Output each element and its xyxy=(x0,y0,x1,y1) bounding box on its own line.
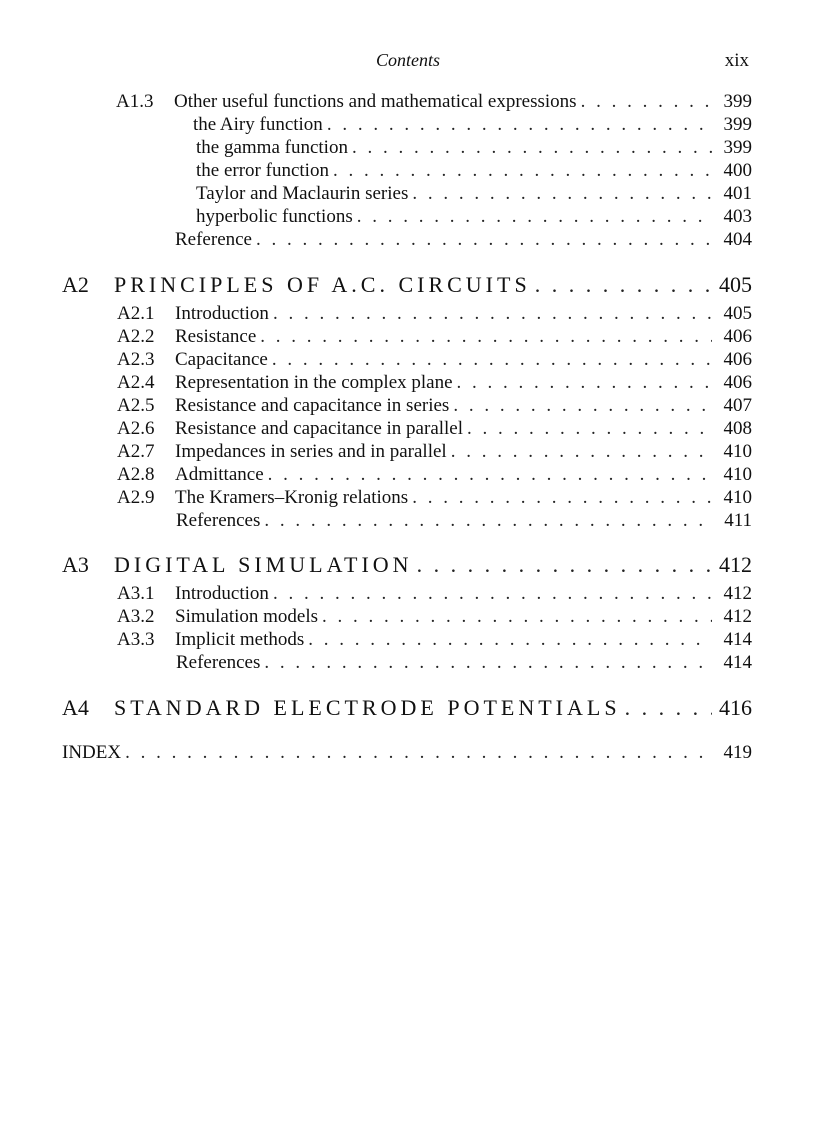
dot-leader xyxy=(451,440,712,464)
dot-leader xyxy=(272,348,712,372)
dot-leader xyxy=(352,136,712,160)
entry-title: Introduction xyxy=(175,303,269,324)
toc-entry-hyperbolic xyxy=(196,205,752,229)
dot-leader xyxy=(273,582,712,606)
toc-entry-error-function xyxy=(196,159,752,183)
dot-leader xyxy=(327,113,712,137)
entry-title: Taylor and Maclaurin series xyxy=(196,183,409,204)
dot-leader xyxy=(453,394,712,418)
toc-chapter-a4 xyxy=(62,693,752,723)
dot-leader xyxy=(357,205,712,229)
dot-leader xyxy=(467,417,712,441)
chapter-title: PRINCIPLES OF A.C. CIRCUITS xyxy=(114,272,531,297)
dot-leader xyxy=(268,463,712,487)
entry-title: Impedances in series and in parallel xyxy=(175,441,447,462)
entry-page: 407 xyxy=(723,395,752,416)
entry-title: Capacitance xyxy=(175,349,268,370)
entry-page: 399 xyxy=(723,114,752,135)
entry-page: 403 xyxy=(723,206,752,227)
entry-page: 412 xyxy=(719,552,752,577)
dot-leader xyxy=(125,741,712,765)
toc-entry-a2-3 xyxy=(117,348,752,372)
entry-title: Resistance and capacitance in series xyxy=(175,395,450,416)
entry-title: Admittance xyxy=(175,464,264,485)
entry-page: 399 xyxy=(723,91,752,112)
toc-entry-a2-2 xyxy=(117,325,752,349)
entry-title: Simulation models xyxy=(175,606,319,627)
dot-leader xyxy=(581,90,712,114)
entry-title: the Airy function xyxy=(193,114,323,135)
entry-title: Resistance xyxy=(175,326,257,347)
toc-entry-a3-1 xyxy=(117,582,752,606)
toc-entry-a3-3 xyxy=(117,628,752,652)
dot-leader xyxy=(260,325,712,349)
toc-entry-a2-8 xyxy=(117,463,752,487)
entry-title: The Kramers–Kronig relations xyxy=(175,487,409,508)
dot-leader xyxy=(412,486,712,510)
entry-title: hyperbolic functions xyxy=(196,206,353,227)
entry-page: 404 xyxy=(723,229,752,250)
entry-title: the gamma function xyxy=(196,137,348,158)
section-number: A2.1 xyxy=(117,303,155,324)
section-number: A2.2 xyxy=(117,326,155,347)
section-number: A2.8 xyxy=(117,464,155,485)
toc-entry-a2-1 xyxy=(117,302,752,326)
section-number: A3.3 xyxy=(117,629,155,650)
section-number: A2.3 xyxy=(117,349,155,370)
entry-page: 410 xyxy=(723,441,752,462)
entry-page: 410 xyxy=(723,464,752,485)
dot-leader xyxy=(535,270,712,300)
toc-entry-references-a3 xyxy=(176,651,752,675)
toc-entry-airy xyxy=(193,113,752,137)
toc-entry-a2-6 xyxy=(117,417,752,441)
entry-page: 406 xyxy=(723,372,752,393)
chapter-number: A4 xyxy=(62,695,89,720)
dot-leader xyxy=(333,159,712,183)
entry-page: 401 xyxy=(723,183,752,204)
entry-title: References xyxy=(176,652,261,673)
entry-page: 414 xyxy=(723,652,752,673)
entry-title: the error function xyxy=(196,160,329,181)
chapter-number: A3 xyxy=(62,552,89,577)
toc-entry-references-a2 xyxy=(176,509,752,533)
entry-title: Resistance and capacitance in parallel xyxy=(175,418,464,439)
entry-page: 399 xyxy=(723,137,752,158)
dot-leader xyxy=(322,605,712,629)
entry-title: Implicit methods xyxy=(175,629,305,650)
entry-title: Other useful functions and mathematical expressions xyxy=(174,91,577,112)
toc-entry-a2-9 xyxy=(117,486,752,510)
entry-page: 400 xyxy=(723,160,752,181)
toc-entry-reference xyxy=(175,228,752,252)
section-number: A2.9 xyxy=(117,487,155,508)
section-number: A3.1 xyxy=(117,583,155,604)
chapter-title: DIGITAL SIMULATION xyxy=(114,552,413,577)
section-number: A2.7 xyxy=(117,441,155,462)
section-number: A2.5 xyxy=(117,395,155,416)
dot-leader xyxy=(264,651,712,675)
toc-entry-a3-2 xyxy=(117,605,752,629)
toc-entry-a2-7 xyxy=(117,440,752,464)
entry-title: Reference xyxy=(175,229,252,250)
chapter-title: STANDARD ELECTRODE POTENTIALS xyxy=(114,695,621,720)
running-title: Contents xyxy=(375,50,440,70)
entry-page: 412 xyxy=(723,606,752,627)
entry-title: Introduction xyxy=(175,583,269,604)
section-number: A1.3 xyxy=(116,91,154,112)
dot-leader xyxy=(308,628,712,652)
dot-leader xyxy=(625,693,712,723)
dot-leader xyxy=(273,302,712,326)
entry-page: 419 xyxy=(723,742,752,763)
toc-entry-gamma xyxy=(196,136,752,160)
entry-title: Representation in the complex plane xyxy=(175,372,453,393)
dot-leader xyxy=(412,182,712,206)
toc-entry-index xyxy=(62,741,752,765)
entry-page: 406 xyxy=(723,349,752,370)
section-number: A2.6 xyxy=(117,418,155,439)
entry-page: 406 xyxy=(723,326,752,347)
toc-entry-a2-4 xyxy=(117,371,752,395)
entry-page: 405 xyxy=(723,303,752,324)
page-number: xix xyxy=(724,50,749,71)
toc-chapter-a2 xyxy=(62,270,752,300)
entry-page: 414 xyxy=(723,629,752,650)
toc-entry-a1-3 xyxy=(116,90,752,114)
section-number: A3.2 xyxy=(117,606,155,627)
entry-page: 411 xyxy=(724,510,752,531)
running-head xyxy=(0,50,816,76)
entry-page: 408 xyxy=(723,418,752,439)
entry-page: 410 xyxy=(723,487,752,508)
dot-leader xyxy=(256,228,712,252)
chapter-number: A2 xyxy=(62,272,89,297)
toc-chapter-a3 xyxy=(62,550,752,580)
entry-title: References xyxy=(176,510,261,531)
dot-leader xyxy=(264,509,712,533)
toc-entry-a2-5 xyxy=(117,394,752,418)
toc-entry-taylor xyxy=(196,182,752,206)
dot-leader xyxy=(457,371,712,395)
entry-page: 416 xyxy=(719,695,752,720)
section-number: A2.4 xyxy=(117,372,155,393)
dot-leader xyxy=(417,550,712,580)
entry-page: 412 xyxy=(723,583,752,604)
entry-page: 405 xyxy=(719,272,752,297)
entry-title: INDEX xyxy=(62,742,122,763)
